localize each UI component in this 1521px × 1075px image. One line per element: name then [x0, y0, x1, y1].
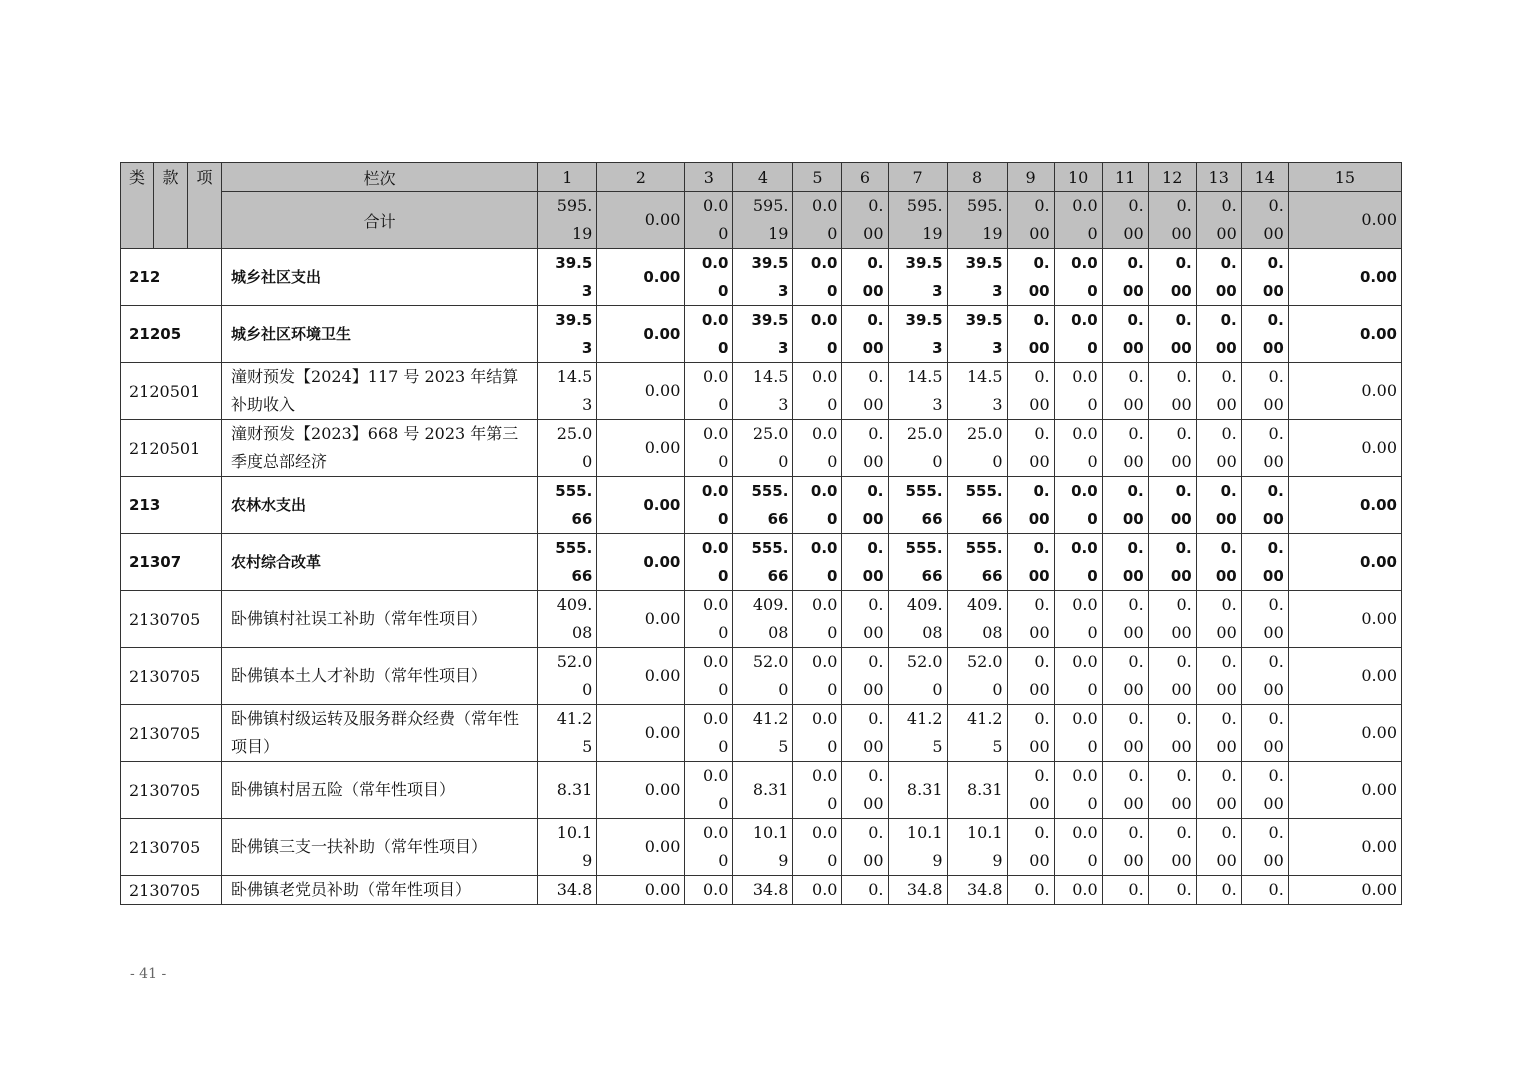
- row-value: 409. 08: [947, 591, 1007, 648]
- row-value: 0. 00: [1007, 591, 1054, 648]
- row-value: 0. 00: [1241, 705, 1288, 762]
- row-value: 0.0 0: [793, 249, 842, 306]
- row-value: 0.00: [597, 876, 685, 905]
- row-code: 2130705: [121, 762, 222, 819]
- row-value: 52.0 0: [888, 648, 947, 705]
- row-name: 潼财预发【2024】117 号 2023 年结算补助收入: [222, 363, 538, 420]
- row-value: 0. 00: [1102, 249, 1148, 306]
- row-value: 10.1 9: [733, 819, 793, 876]
- row-value: 0.0 0: [793, 306, 842, 363]
- row-value: 0.0 0: [793, 762, 842, 819]
- row-value: 0. 00: [1241, 819, 1288, 876]
- row-code: 21205: [121, 306, 222, 363]
- total-label: 合计: [222, 192, 538, 249]
- row-value: 39.5 3: [947, 306, 1007, 363]
- row-value: 0. 00: [1196, 534, 1241, 591]
- row-value: 0. 00: [842, 363, 888, 420]
- row-value: 0. 00: [1102, 306, 1148, 363]
- row-value: 39.5 3: [888, 306, 947, 363]
- table-row: [121, 477, 1402, 534]
- total-value: 0.00: [597, 192, 685, 249]
- row-code: 2130705: [121, 819, 222, 876]
- column-number: 13: [1196, 163, 1241, 192]
- row-value: 0.0 0: [1054, 819, 1102, 876]
- row-value: 10.1 9: [947, 819, 1007, 876]
- row-value: 0. 00: [1241, 363, 1288, 420]
- row-value: 0.0 0: [793, 705, 842, 762]
- row-value: 34.8: [947, 876, 1007, 905]
- row-value: 555. 66: [947, 534, 1007, 591]
- row-value: 0. 00: [1007, 249, 1054, 306]
- column-number: 3: [685, 163, 733, 192]
- row-name: 卧佛镇村级运转及服务群众经费（常年性项目）: [222, 705, 538, 762]
- row-value: 8.31: [733, 762, 793, 819]
- total-value: 0.00: [1288, 192, 1401, 249]
- table-row: [121, 591, 1402, 648]
- row-code: 2120501: [121, 363, 222, 420]
- row-value: 0. 00: [1007, 363, 1054, 420]
- row-value: 0.00: [597, 249, 685, 306]
- row-value: 0.0 0: [1054, 249, 1102, 306]
- row-value: 0. 00: [1241, 591, 1288, 648]
- total-value: 0. 00: [1241, 192, 1288, 249]
- row-value: 8.31: [888, 762, 947, 819]
- table-row: [121, 705, 1402, 762]
- row-value: 0.00: [1288, 363, 1401, 420]
- row-value: 0.0 0: [793, 477, 842, 534]
- table-row: [121, 363, 1402, 420]
- total-value: 0.0 0: [685, 192, 733, 249]
- row-value: 0. 00: [1007, 762, 1054, 819]
- table-row: [121, 306, 1402, 363]
- total-value: 0.0 0: [793, 192, 842, 249]
- total-value: 0. 00: [1007, 192, 1054, 249]
- row-value: 0.0 0: [793, 534, 842, 591]
- row-value: 0.0 0: [1054, 705, 1102, 762]
- row-value: 0.00: [1288, 477, 1401, 534]
- total-value: 0.0 0: [1054, 192, 1102, 249]
- column-number: 12: [1148, 163, 1196, 192]
- row-value: 0. 00: [1148, 648, 1196, 705]
- row-value: 0.0 0: [1054, 591, 1102, 648]
- row-value: 0. 00: [1007, 819, 1054, 876]
- row-code: 2130705: [121, 876, 222, 905]
- row-value: 0. 00: [1196, 477, 1241, 534]
- row-value: 0.00: [597, 306, 685, 363]
- row-value: 0.0: [1054, 876, 1102, 905]
- row-value: 0. 00: [842, 762, 888, 819]
- row-value: 25.0 0: [733, 420, 793, 477]
- row-value: 555. 66: [733, 477, 793, 534]
- row-value: 0. 00: [1241, 306, 1288, 363]
- row-value: 0.00: [597, 819, 685, 876]
- row-value: 0.0: [685, 876, 733, 905]
- row-value: 555. 66: [538, 534, 597, 591]
- row-value: 8.31: [538, 762, 597, 819]
- row-value: 0. 00: [1196, 819, 1241, 876]
- row-value: 0.00: [1288, 591, 1401, 648]
- row-value: 0.0 0: [685, 648, 733, 705]
- row-value: 0. 00: [842, 591, 888, 648]
- header-kuan: 款: [154, 163, 188, 249]
- row-value: 0.00: [1288, 648, 1401, 705]
- row-value: 0. 00: [1148, 477, 1196, 534]
- row-value: 0. 00: [1102, 705, 1148, 762]
- table-row: [121, 648, 1402, 705]
- row-value: 0. 00: [1241, 420, 1288, 477]
- row-value: 34.8: [888, 876, 947, 905]
- row-value: 52.0 0: [733, 648, 793, 705]
- row-value: 0. 00: [1007, 534, 1054, 591]
- row-value: 0. 00: [842, 705, 888, 762]
- row-value: 0.00: [597, 648, 685, 705]
- column-number: 14: [1241, 163, 1288, 192]
- row-value: 39.5 3: [538, 306, 597, 363]
- row-value: 0. 00: [1196, 648, 1241, 705]
- row-name: 城乡社区环境卫生: [222, 306, 538, 363]
- row-value: 0. 00: [1196, 591, 1241, 648]
- row-name: 潼财预发【2023】668 号 2023 年第三季度总部经济: [222, 420, 538, 477]
- row-code: 2130705: [121, 591, 222, 648]
- column-number-row: [121, 163, 1402, 192]
- column-number: 2: [597, 163, 685, 192]
- row-value: 0.0 0: [1054, 420, 1102, 477]
- row-code: 2130705: [121, 705, 222, 762]
- row-value: 41.2 5: [538, 705, 597, 762]
- row-value: 0. 00: [1148, 819, 1196, 876]
- row-value: 25.0 0: [888, 420, 947, 477]
- row-value: 39.5 3: [888, 249, 947, 306]
- row-value: 0. 00: [842, 648, 888, 705]
- row-value: 0.0 0: [793, 420, 842, 477]
- row-name: 卧佛镇老党员补助（常年性项目）: [222, 876, 538, 905]
- column-number: 8: [947, 163, 1007, 192]
- row-value: 39.5 3: [947, 249, 1007, 306]
- row-value: 0.0 0: [1054, 534, 1102, 591]
- row-name: 农林水支出: [222, 477, 538, 534]
- row-value: 0. 00: [1148, 591, 1196, 648]
- row-value: 0. 00: [1148, 534, 1196, 591]
- table-row: [121, 762, 1402, 819]
- row-value: 14.5 3: [947, 363, 1007, 420]
- row-value: 0.0 0: [1054, 762, 1102, 819]
- row-name: 卧佛镇村居五险（常年性项目）: [222, 762, 538, 819]
- row-value: 0.00: [597, 534, 685, 591]
- row-value: 0.00: [1288, 705, 1401, 762]
- row-value: 0. 00: [1007, 306, 1054, 363]
- row-value: 0. 00: [1196, 306, 1241, 363]
- row-value: 8.31: [947, 762, 1007, 819]
- row-value: 0. 00: [842, 306, 888, 363]
- row-value: 0. 00: [1148, 249, 1196, 306]
- total-value: 595. 19: [888, 192, 947, 249]
- row-value: 0. 00: [1007, 705, 1054, 762]
- row-value: 0.0 0: [685, 249, 733, 306]
- row-name: 卧佛镇村社误工补助（常年性项目）: [222, 591, 538, 648]
- row-value: 52.0 0: [947, 648, 1007, 705]
- row-value: 0. 00: [842, 534, 888, 591]
- row-value: 0.0: [793, 876, 842, 905]
- row-value: 0. 00: [1196, 762, 1241, 819]
- table-row: [121, 876, 1402, 905]
- row-value: 0.: [1148, 876, 1196, 905]
- row-value: 0. 00: [1102, 591, 1148, 648]
- row-value: 0.00: [1288, 819, 1401, 876]
- row-value: 0.0 0: [685, 762, 733, 819]
- row-value: 0. 00: [1196, 420, 1241, 477]
- column-number: 9: [1007, 163, 1054, 192]
- row-value: 0. 00: [1241, 249, 1288, 306]
- row-value: 0.00: [1288, 249, 1401, 306]
- row-name: 卧佛镇三支一扶补助（常年性项目）: [222, 819, 538, 876]
- row-value: 0.0 0: [1054, 648, 1102, 705]
- row-value: 0.0 0: [685, 591, 733, 648]
- row-value: 0. 00: [1196, 705, 1241, 762]
- header-xiang: 项: [188, 163, 222, 249]
- column-number: 10: [1054, 163, 1102, 192]
- row-value: 0.00: [597, 363, 685, 420]
- column-number: 15: [1288, 163, 1401, 192]
- column-number: 1: [538, 163, 597, 192]
- header-lei: 类: [121, 163, 154, 249]
- row-value: 0.00: [597, 591, 685, 648]
- table-row: [121, 819, 1402, 876]
- row-value: 41.2 5: [733, 705, 793, 762]
- row-value: 409. 08: [538, 591, 597, 648]
- row-value: 0.0 0: [793, 363, 842, 420]
- row-value: 0.0 0: [1054, 306, 1102, 363]
- row-value: 25.0 0: [947, 420, 1007, 477]
- row-value: 0.: [842, 876, 888, 905]
- row-value: 0. 00: [1241, 762, 1288, 819]
- row-value: 0.0 0: [685, 534, 733, 591]
- row-value: 0. 00: [1241, 648, 1288, 705]
- row-code: 2130705: [121, 648, 222, 705]
- row-value: 0.: [1007, 876, 1054, 905]
- row-value: 41.2 5: [888, 705, 947, 762]
- row-value: 0.00: [1288, 876, 1401, 905]
- total-value: 0. 00: [1148, 192, 1196, 249]
- row-value: 0.0 0: [685, 705, 733, 762]
- row-value: 0.0 0: [685, 306, 733, 363]
- row-value: 0. 00: [1102, 477, 1148, 534]
- column-number: 11: [1102, 163, 1148, 192]
- total-value: 0. 00: [1196, 192, 1241, 249]
- row-value: 0.0 0: [1054, 477, 1102, 534]
- row-value: 0. 00: [842, 420, 888, 477]
- row-value: 0.0 0: [685, 819, 733, 876]
- total-value: 595. 19: [733, 192, 793, 249]
- row-value: 0. 00: [1241, 477, 1288, 534]
- row-value: 0.: [1241, 876, 1288, 905]
- row-value: 0. 00: [1102, 762, 1148, 819]
- row-value: 555. 66: [947, 477, 1007, 534]
- row-code: 213: [121, 477, 222, 534]
- row-value: 52.0 0: [538, 648, 597, 705]
- row-value: 555. 66: [888, 534, 947, 591]
- row-value: 555. 66: [538, 477, 597, 534]
- row-value: 0. 00: [1007, 420, 1054, 477]
- row-value: 0. 00: [1241, 534, 1288, 591]
- row-value: 0. 00: [1148, 420, 1196, 477]
- total-row: [121, 192, 1402, 249]
- row-value: 0. 00: [1007, 477, 1054, 534]
- row-value: 0. 00: [842, 249, 888, 306]
- row-value: 0.00: [1288, 420, 1401, 477]
- row-value: 0.: [1102, 876, 1148, 905]
- column-number: 5: [793, 163, 842, 192]
- row-value: 0.00: [1288, 306, 1401, 363]
- row-value: 34.8: [538, 876, 597, 905]
- row-value: 0.0 0: [793, 648, 842, 705]
- row-value: 0.0 0: [685, 363, 733, 420]
- table-row: [121, 534, 1402, 591]
- row-value: 0. 00: [1102, 819, 1148, 876]
- column-number: 7: [888, 163, 947, 192]
- row-value: 0.: [1196, 876, 1241, 905]
- total-value: 595. 19: [947, 192, 1007, 249]
- row-value: 39.5 3: [538, 249, 597, 306]
- row-value: 0.00: [597, 420, 685, 477]
- row-value: 0. 00: [1148, 762, 1196, 819]
- column-number: 4: [733, 163, 793, 192]
- row-value: 0.0 0: [1054, 363, 1102, 420]
- row-value: 0.00: [1288, 534, 1401, 591]
- total-value: 595. 19: [538, 192, 597, 249]
- row-code: 21307: [121, 534, 222, 591]
- row-value: 555. 66: [733, 534, 793, 591]
- row-value: 0.00: [1288, 762, 1401, 819]
- row-value: 10.1 9: [888, 819, 947, 876]
- table-row: [121, 249, 1402, 306]
- row-value: 409. 08: [733, 591, 793, 648]
- row-name: 卧佛镇本土人才补助（常年性项目）: [222, 648, 538, 705]
- row-name: 城乡社区支出: [222, 249, 538, 306]
- row-value: 41.2 5: [947, 705, 1007, 762]
- row-value: 0.00: [597, 705, 685, 762]
- budget-table: [120, 162, 1402, 905]
- row-value: 0. 00: [1148, 306, 1196, 363]
- row-code: 2120501: [121, 420, 222, 477]
- row-value: 0. 00: [1102, 648, 1148, 705]
- row-name: 农村综合改革: [222, 534, 538, 591]
- total-value: 0. 00: [1102, 192, 1148, 249]
- row-value: 0. 00: [1102, 363, 1148, 420]
- row-value: 14.5 3: [538, 363, 597, 420]
- row-value: 39.5 3: [733, 306, 793, 363]
- row-value: 0.0 0: [793, 819, 842, 876]
- row-value: 14.5 3: [733, 363, 793, 420]
- row-value: 555. 66: [888, 477, 947, 534]
- row-value: 34.8: [733, 876, 793, 905]
- row-value: 14.5 3: [888, 363, 947, 420]
- row-value: 0.00: [597, 762, 685, 819]
- row-value: 0.0 0: [793, 591, 842, 648]
- row-value: 25.0 0: [538, 420, 597, 477]
- table-row: [121, 420, 1402, 477]
- column-number: 6: [842, 163, 888, 192]
- row-value: 0. 00: [842, 477, 888, 534]
- row-value: 0. 00: [1007, 648, 1054, 705]
- row-code: 212: [121, 249, 222, 306]
- row-value: 39.5 3: [733, 249, 793, 306]
- row-value: 0. 00: [1196, 249, 1241, 306]
- page-number: - 41 -: [130, 966, 167, 982]
- row-value: 0. 00: [1196, 363, 1241, 420]
- row-value: 0. 00: [1102, 420, 1148, 477]
- row-value: 0.0 0: [685, 477, 733, 534]
- row-value: 0. 00: [1148, 363, 1196, 420]
- row-value: 10.1 9: [538, 819, 597, 876]
- row-value: 0.0 0: [685, 420, 733, 477]
- row-value: 0. 00: [842, 819, 888, 876]
- row-value: 0. 00: [1102, 534, 1148, 591]
- header-lanci: 栏次: [222, 163, 538, 192]
- row-value: 409. 08: [888, 591, 947, 648]
- row-value: 0. 00: [1148, 705, 1196, 762]
- total-value: 0. 00: [842, 192, 888, 249]
- row-value: 0.00: [597, 477, 685, 534]
